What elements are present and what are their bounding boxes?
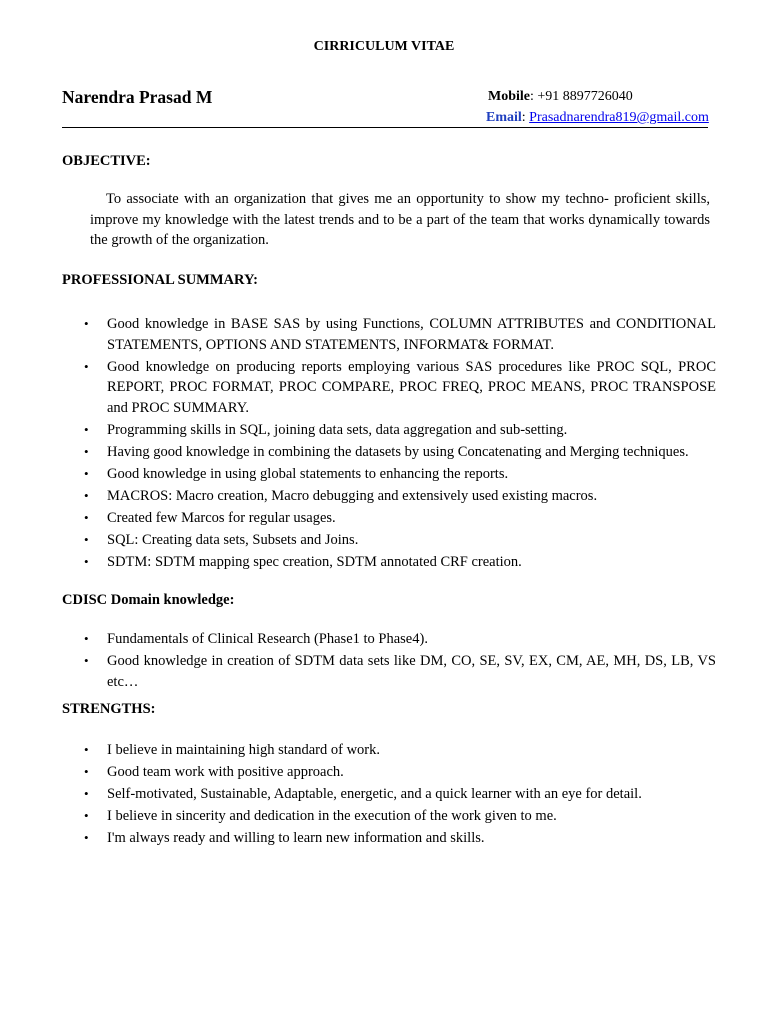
list-item-text: I'm always ready and willing to learn new information and skills.: [107, 830, 485, 846]
bullet-icon: •: [84, 465, 89, 481]
bullet-icon: •: [84, 631, 89, 646]
list-item: [62, 464, 716, 485]
strengths-list: [62, 740, 716, 850]
list-item-text: I believe in maintaining high standard of work.: [107, 742, 381, 758]
email-contact: [486, 108, 709, 128]
bullet-icon: •: [84, 509, 89, 525]
cdisc-list: [62, 629, 716, 694]
list-item-text: Good knowledge in BASE SAS by using Functions, COLUMN ATTRIBUTES and CONDITIONAL STATEMENTS, OPTIONS AND STATEMENTS, INFORMAT& FORMAT.: [107, 316, 716, 353]
list-item: [62, 508, 716, 529]
candidate-name: Narendra Prasad M: [62, 87, 213, 107]
bullet-icon: •: [84, 316, 89, 331]
header-divider: [62, 127, 708, 128]
cdisc-heading: CDISC Domain knowledge:: [62, 592, 235, 608]
list-item: [62, 651, 716, 692]
bullet-icon: •: [84, 531, 89, 547]
list-item-text: Good knowledge on producing reports employing various SAS procedures like PROC SQL, PROC REPORT, PROC FORMAT, PROC COMPARE, PROC FREQ, PROC MEANS, PROC TRANSPOSE and PROC SUMMARY.: [107, 358, 716, 416]
list-item-text: Self-motivated, Sustainable, Adaptable, energetic, and a quick learner with an eye for detail.: [107, 786, 642, 802]
bullet-icon: •: [84, 742, 89, 757]
bullet-icon: •: [84, 358, 89, 374]
document-title: CIRRICULUM VITAE: [313, 39, 455, 54]
bullet-icon: •: [84, 786, 89, 801]
strengths-heading: STRENGTHS:: [62, 701, 156, 717]
list-item-text: Having good knowledge in combining the datasets by using Concatenating and Merging techniques.: [107, 443, 689, 460]
objective-text: To associate with an organization that gives me an opportunity to show my techno- proficient skills, improve my knowledge with the latest trends and to be a part of the team that works dynamically towards the growth of the organization.: [90, 191, 710, 248]
list-item-text: Fundamentals of Clinical Research (Phase1 to Phase4).: [107, 631, 428, 647]
list-item-text: Good team work with positive approach.: [107, 764, 344, 780]
list-item-text: Good knowledge in using global statements to enhancing the reports.: [107, 465, 509, 482]
list-item: [62, 806, 716, 827]
list-item: [62, 784, 716, 805]
list-item: [62, 828, 716, 849]
list-item: [62, 530, 716, 551]
bullet-icon: •: [84, 653, 89, 668]
bullet-icon: •: [84, 443, 89, 459]
list-item-text: MACROS: Macro creation, Macro debugging and extensively used existing macros.: [107, 487, 598, 504]
mobile-value: : +91 8897726040: [530, 89, 633, 104]
list-item: [62, 314, 716, 355]
list-item-text: Created few Marcos for regular usages.: [107, 509, 336, 526]
list-item-text: SQL: Creating data sets, Subsets and Joins.: [107, 531, 359, 548]
objective-heading: OBJECTIVE:: [62, 153, 151, 169]
bullet-icon: •: [84, 553, 89, 569]
bullet-icon: •: [84, 487, 89, 503]
bullet-icon: •: [84, 808, 89, 823]
list-item: [62, 486, 716, 507]
list-item: [62, 740, 716, 761]
list-item: [62, 420, 716, 441]
list-item-text: SDTM: SDTM mapping spec creation, SDTM annotated CRF creation.: [107, 553, 522, 570]
mobile-contact: [488, 87, 633, 107]
list-item-text: Programming skills in SQL, joining data sets, data aggregation and sub-setting.: [107, 421, 568, 438]
list-item: [62, 357, 716, 419]
list-item: [62, 552, 716, 573]
bullet-icon: •: [84, 830, 89, 845]
professional-summary-heading: PROFESSIONAL SUMMARY:: [62, 272, 258, 288]
list-item: [62, 629, 716, 650]
list-item: [62, 442, 716, 463]
list-item-text: Good knowledge in creation of SDTM data sets like DM, CO, SE, SV, EX, CM, AE, MH, DS, LB, VS etc…: [107, 653, 716, 690]
bullet-icon: •: [84, 764, 89, 779]
email-label: Email: [486, 110, 522, 125]
mobile-label: Mobile: [488, 89, 530, 104]
list-item: [62, 762, 716, 783]
list-item-text: I believe in sincerity and dedication in the execution of the work given to me.: [107, 808, 557, 824]
professional-summary-list: [62, 314, 716, 574]
email-separator: :: [521, 110, 530, 125]
bullet-icon: •: [84, 421, 89, 437]
email-link[interactable]: Prasadnarendra819@gmail.com: [529, 110, 709, 125]
